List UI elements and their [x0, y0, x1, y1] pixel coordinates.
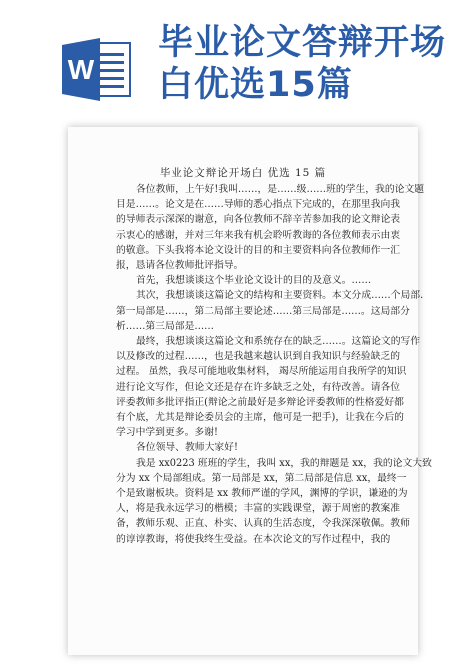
- document-line: 示衷心的感谢，并对三年来我有机会聆听教诲的各位教师表示由衷: [116, 229, 401, 241]
- document-line: 的谆谆教诲，将使我终生受益。在本次论文的写作过程中，我的: [116, 533, 391, 545]
- document-line: 我是 xx0223 班班的学生，我叫 xx，我的辩题是 xx，我的论文大致: [136, 457, 432, 469]
- document-line: 过程。 虽然，我尽可能地收集材料， 竭尽所能运用自我所学的知识: [116, 366, 407, 378]
- word-logo-letter: W: [67, 54, 95, 85]
- document-line: 学习中学到更多。多谢!: [116, 427, 218, 439]
- document-line: 备，教师乐观、正直、朴实、认真的生活态度，令我深深敬佩。教师: [116, 518, 410, 530]
- document-line: 评委教师多批评指正(辩论之前最好是多辩论评委教师的性格爱好都: [116, 396, 404, 408]
- banner-title-line-1: 毕业论文答辩开场: [158, 23, 447, 63]
- banner-title: [158, 22, 458, 106]
- document-line: 有个底，尤其是辩论委员会的主席，他可是一把手)，让我在今后的: [116, 412, 404, 424]
- document-line: 人，将是我永远学习的楷模；丰富的实践课堂，源于周密的教案准: [116, 503, 401, 515]
- document-line: 的敬意。下头我将本论文设计的目的和主要资料向各位教师作一汇: [116, 244, 401, 256]
- document-line: 最终，我想谈谈这篇论文和系统存在的缺乏……。这篇论文的写作: [136, 336, 421, 348]
- banner-title-line-2: 白优选15篇: [158, 65, 353, 105]
- document-line: 各位领导、教师大家好!: [136, 442, 238, 454]
- document-line: 个是致谢板块。资料是 xx 教师严谨的学风，渊博的学识，谦逊的为: [116, 488, 408, 500]
- document-title: 毕业论文辩论开场白 优选 15 篇: [159, 167, 327, 179]
- document-line: 目是……。论文是在……导师的悉心指点下完成的，在那里我向我: [116, 199, 401, 211]
- banner: [0, 0, 474, 125]
- document-line: 以及修改的过程……，也是我越来越认识到自我知识与经验缺乏的: [116, 351, 401, 363]
- word-document-icon: [60, 37, 133, 102]
- document-line: 分为 xx 个局部组成。第一局部是 xx，第二局部是信息 xx，最终一: [116, 472, 407, 484]
- document-line: 的导师表示深深的谢意，向各位教师不辞辛苦参加我的论文辩论表: [116, 214, 401, 226]
- document-line: 各位教师，上午好!我叫……，是……级……班的学生，我的论文题: [136, 184, 425, 195]
- document-line: 进行论文写作，但论文还是存在许多缺乏之处，有待改善。请各位: [116, 381, 401, 393]
- document-line: 其次，我想谈谈这篇论文的结构和主要资料。本文分成……个局部.: [136, 290, 424, 302]
- document-line: 报，恳请各位教师批评指导。: [116, 260, 244, 272]
- document-line: 首先，我想谈谈这个毕业论文设计的目的及意义。……: [136, 275, 372, 287]
- document-line: 析……第三局部是……: [116, 320, 214, 332]
- document-page: [68, 127, 432, 655]
- document-line: 第一局部是……，第二局部主要论述……第三局部是……。这局部分: [116, 305, 410, 317]
- document-body: [116, 182, 432, 547]
